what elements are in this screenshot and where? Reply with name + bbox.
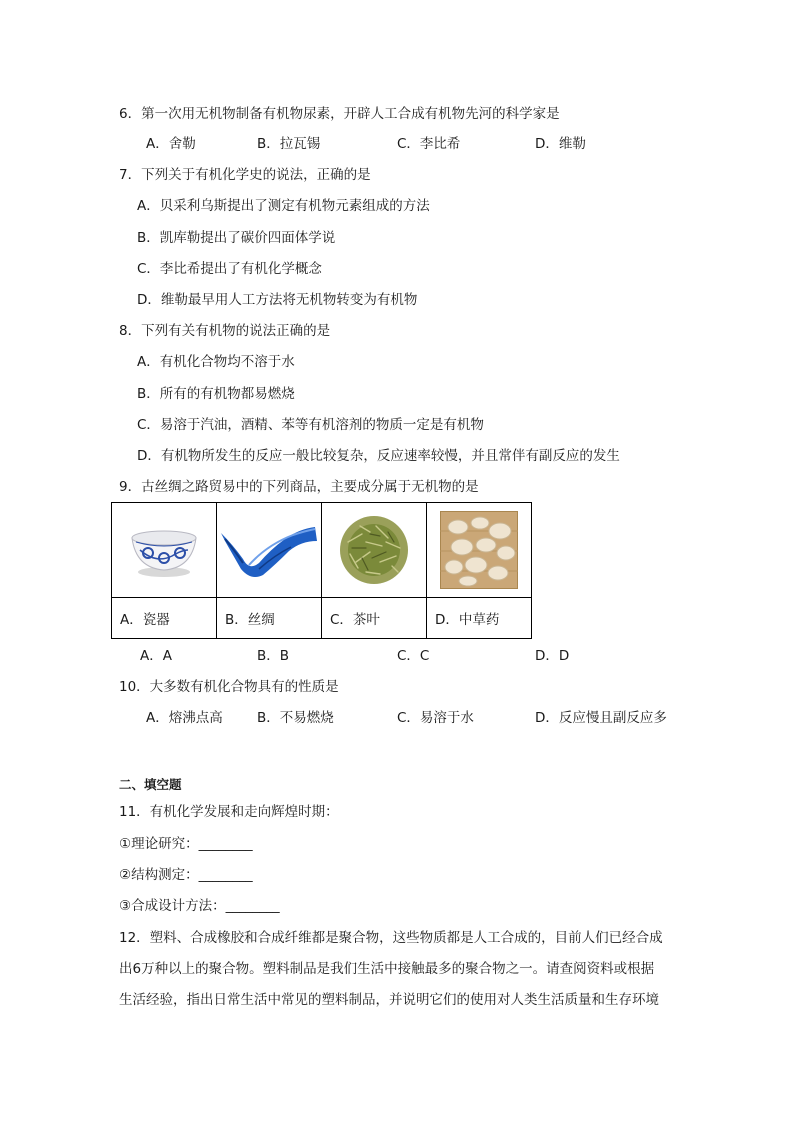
q6-stem: 6．第一次用无机物制备有机物尿素，开辟人工合成有机物先河的科学家是 — [119, 106, 560, 122]
porcelain-bowl-icon — [126, 520, 202, 580]
silk-icon — [219, 519, 319, 581]
q7-stem: 7．下列关于有机化学史的说法，正确的是 — [119, 167, 371, 183]
q12-line-2: 出6万种以上的聚合物。塑料制品是我们生活中接触最多的聚合物之一。请查阅资料或根据 — [119, 961, 655, 977]
q12-line-3: 生活经验，指出日常生活中常见的塑料制品，并说明它们的使用对人类生活质量和生存环境 — [119, 992, 659, 1008]
q8-option-d: D．有机物所发生的反应一般比较复杂，反应速率较慢，并且常伴有副反应的发生 — [137, 448, 620, 464]
q8-option-c: C．易溶于汽油，酒精、苯等有机溶剂的物质一定是有机物 — [137, 417, 484, 433]
q11-blank-2: ②结构测定：________ — [119, 867, 253, 883]
q8-option-b: B．所有的有机物都易燃烧 — [137, 386, 295, 402]
q9-option-b: B．B — [257, 648, 290, 664]
tea-leaves-icon — [336, 512, 412, 588]
q11-stem: 11．有机化学发展和走向辉煌时期： — [119, 804, 339, 820]
q8-stem: 8．下列有关有机物的说法正确的是 — [119, 323, 331, 339]
q7-option-b: B．凯库勒提出了碳价四面体学说 — [137, 230, 336, 246]
q9-cell-d-label: D．中草药 — [427, 598, 532, 639]
q10-option-c: C．易溶于水 — [397, 710, 474, 726]
q9-cell-a-image — [112, 503, 217, 598]
q9-cell-d-image — [427, 503, 532, 598]
q6-option-a: A．舍勒 — [146, 136, 196, 152]
q7-option-c: C．李比希提出了有机化学概念 — [137, 261, 322, 277]
q10-option-b: B．不易燃烧 — [257, 710, 334, 726]
q8-option-a: A．有机化合物均不溶于水 — [137, 354, 295, 370]
section-2-title: 二、填空题 — [119, 777, 182, 792]
q7-option-a: A．贝采利乌斯提出了测定有机物元素组成的方法 — [137, 198, 430, 214]
q9-stem: 9．古丝绸之路贸易中的下列商品，主要成分属于无机物的是 — [119, 479, 479, 495]
q9-option-d: D．D — [535, 648, 570, 664]
q9-option-a: A．A — [140, 648, 172, 664]
q10-stem: 10．大多数有机化合物具有的性质是 — [119, 679, 339, 695]
q12-line-1: 12．塑料、合成橡胶和合成纤维都是聚合物，这些物质都是人工合成的，目前人们已经合成 — [119, 930, 663, 946]
q6-option-c: C．李比希 — [397, 136, 461, 152]
q9-cell-c-label: C．茶叶 — [322, 598, 427, 639]
q9-cell-c-image — [322, 503, 427, 598]
q9-image-table — [111, 502, 532, 639]
q11-blank-1: ①理论研究：________ — [119, 836, 253, 852]
q9-cell-b-image — [217, 503, 322, 598]
q6-option-b: B．拉瓦锡 — [257, 136, 321, 152]
q10-option-d: D．反应慢且副反应多 — [535, 710, 667, 726]
q9-cell-a-label: A．瓷器 — [112, 598, 217, 639]
q7-option-d: D．维勒最早用人工方法将无机物转变为有机物 — [137, 292, 418, 308]
q6-option-d: D．维勒 — [535, 136, 586, 152]
q11-blank-3: ③合成设计方法：________ — [119, 898, 280, 914]
q9-cell-b-label: B．丝绸 — [217, 598, 322, 639]
q10-option-a: A．熔沸点高 — [146, 710, 223, 726]
herbal-medicine-icon — [440, 511, 518, 589]
q9-option-c: C．C — [397, 648, 430, 664]
